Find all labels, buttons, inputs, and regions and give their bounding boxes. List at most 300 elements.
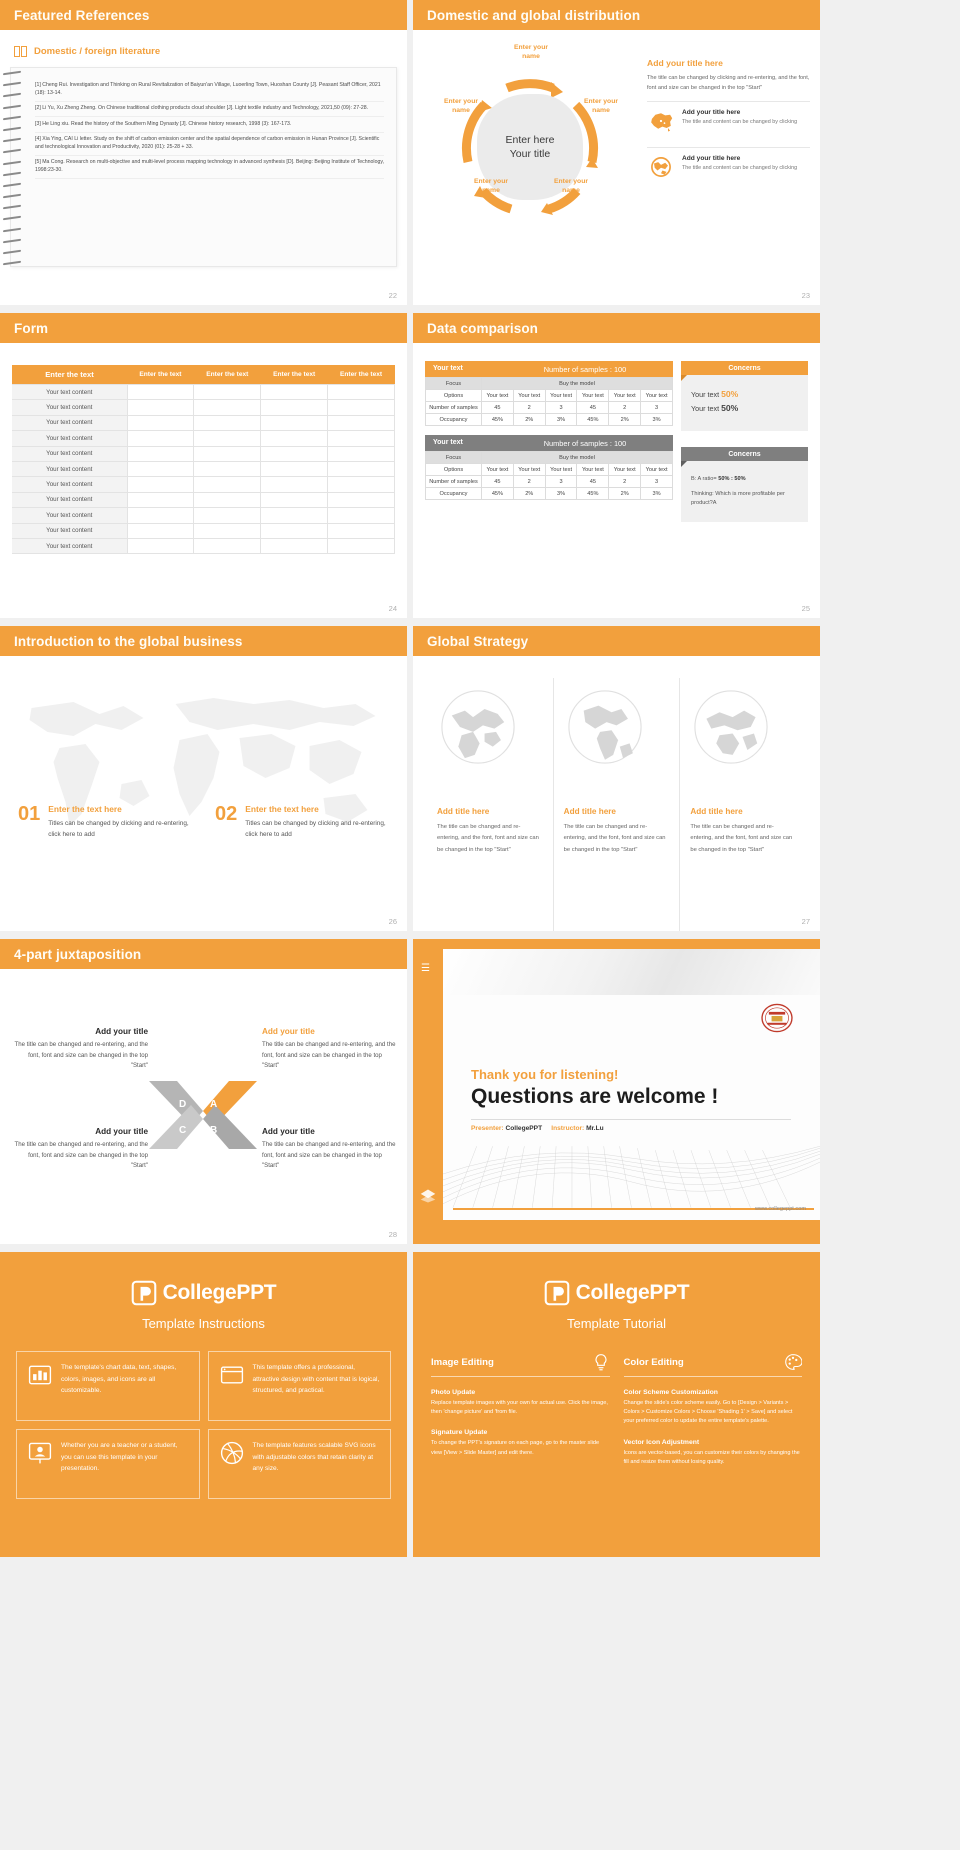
item-text: To change the PPT's signature on each page, go to the master slide view [View > Slide Master] and edit there. <box>431 1440 600 1456</box>
quadrant-title: Add your title <box>95 1127 148 1136</box>
block-header-left: Your text <box>425 435 497 451</box>
cell[interactable] <box>261 446 328 461</box>
concerns-box <box>681 447 808 522</box>
cell[interactable] <box>328 400 395 415</box>
list-item: [3] He Ling xiu. Read the history of the Southern Ming Dynasty [J]. Chinese history research, 1998 (3): 167-173. <box>35 121 384 133</box>
page-number: 25 <box>801 604 810 613</box>
card-text: Whether you are a teacher or a student, you can use this template in your presentation. <box>61 1442 178 1473</box>
tutorial-column <box>624 1353 803 1467</box>
focus-value: Buy the model <box>482 378 673 390</box>
quadrant-text: The title can be changed and re-entering, and the font, font and size can be changed in the top "Start" <box>14 1141 148 1170</box>
row-label: Options <box>426 390 482 402</box>
row-label: Your text content <box>12 400 127 415</box>
university-seal-icon <box>756 1001 798 1035</box>
row-label: Number of samples <box>426 402 482 414</box>
table-row <box>12 538 395 553</box>
list-item: [2] Li Yu, Xu Zheng Zheng. On Chinese traditional clothing products cloud shoulder [J]. Light textile industry and Technology, 2021,50 (09): 27-28. <box>35 105 384 117</box>
card-text: The template features scalable SVG icons with adjustable colors that retain clarity at any size. <box>252 1442 376 1473</box>
brand-name: CollegePPT <box>575 1281 690 1304</box>
brand-lockup <box>0 1252 407 1306</box>
presenter-icon <box>27 1440 53 1466</box>
cell[interactable] <box>127 492 194 507</box>
quadrant-text: The title can be changed and re-entering, and the font, font and size can be changed in the top "Start" <box>262 1041 396 1070</box>
list-item <box>431 1429 610 1457</box>
cell: 2 <box>513 476 545 488</box>
comparison-table <box>425 377 673 426</box>
quadrant-title: Add your title <box>262 1127 315 1136</box>
page-number: 24 <box>388 604 397 613</box>
layers-icon <box>419 1188 437 1204</box>
presenter-label: Presenter: <box>471 1125 504 1132</box>
reference-list <box>11 68 396 179</box>
cell[interactable] <box>127 415 194 430</box>
strategy-column <box>427 678 553 931</box>
list-item <box>16 1351 200 1421</box>
table-row <box>12 400 395 415</box>
cell: 2% <box>513 488 545 500</box>
column-header: Enter the text <box>261 365 328 385</box>
cell: 45% <box>577 414 609 426</box>
cell: 2 <box>609 476 641 488</box>
cell: 2 <box>609 402 641 414</box>
book-icon <box>14 46 28 57</box>
item-title: Vector Icon Adjustment <box>623 1438 700 1446</box>
item-text: Replace template images with your own for actual use. Click the image, then 'change picture' and 'from file. <box>431 1400 608 1416</box>
cell[interactable] <box>127 385 194 400</box>
cell: 45% <box>482 414 514 426</box>
cell[interactable] <box>261 461 328 476</box>
quadrant <box>262 1027 400 1072</box>
slide-thank-you <box>413 939 820 1244</box>
slide-4-part-juxtaposition <box>0 939 407 1244</box>
cell: 2% <box>609 414 641 426</box>
slide-subtitle: Template Instructions <box>142 1316 265 1331</box>
column-title: Add title here <box>437 807 490 816</box>
cell[interactable] <box>194 508 261 523</box>
item-number: 02 <box>215 803 238 825</box>
instructor-label: Instructor: <box>551 1125 585 1132</box>
hamburger-icon[interactable]: ☰ <box>421 963 430 974</box>
tutorial-columns <box>413 1331 820 1467</box>
divider <box>471 1119 791 1120</box>
focus-value: Buy the model <box>482 452 673 464</box>
item-text: Icons are vector-based, you can customize their colors by changing the fill and resize them without losing quality. <box>623 1449 800 1465</box>
cell[interactable] <box>127 431 194 446</box>
cell[interactable] <box>261 508 328 523</box>
quadrant-title: Add your title <box>262 1027 315 1036</box>
cell: 45 <box>577 402 609 414</box>
card-text: This template offers a professional, attractive design with content that is logical, structured, and practical. <box>252 1364 380 1395</box>
row-label: Your text content <box>12 431 127 446</box>
table-row <box>12 446 395 461</box>
cell[interactable] <box>194 461 261 476</box>
column-text: The title can be changed and re-entering, and the font, font and size can be changed in the top "Start" <box>563 824 666 853</box>
table-row <box>426 414 673 426</box>
bottom-accent-rule <box>453 1208 814 1210</box>
chart-data-icon <box>27 1362 53 1388</box>
cell: 3% <box>545 488 577 500</box>
circular-diagram <box>413 30 643 305</box>
website-url[interactable]: www.collegeppt.com <box>755 1206 806 1212</box>
comparison-table <box>425 451 673 500</box>
table-row <box>12 461 395 476</box>
table-row <box>12 415 395 430</box>
column-title: Add title here <box>690 807 743 816</box>
item-number: 01 <box>18 803 41 825</box>
slide-header-bar <box>0 313 407 343</box>
letter-A: A <box>210 1099 218 1110</box>
page-number: 26 <box>388 917 397 926</box>
column-header: Enter the text <box>328 365 395 385</box>
lightbulb-icon <box>592 1353 610 1371</box>
comparison-block <box>425 361 673 426</box>
cell: Your text <box>545 464 577 476</box>
list-item-text: The title and content can be changed by clicking <box>682 165 798 172</box>
cell: 3% <box>545 414 577 426</box>
ring-label-3[interactable]: Enter your name <box>554 178 588 194</box>
page-title: Domestic and global distribution <box>427 7 641 23</box>
cell[interactable] <box>328 461 395 476</box>
decorative-swoosh <box>443 949 820 995</box>
ratio-label: B: A ratio= <box>691 476 717 482</box>
table-row <box>12 385 395 400</box>
questions-text: Questions are welcome ! <box>471 1085 719 1108</box>
column-header <box>624 1353 803 1377</box>
cell[interactable] <box>194 415 261 430</box>
slide-header-bar <box>413 626 820 656</box>
cell: Your text <box>609 464 641 476</box>
block-header-left: Your text <box>425 361 497 377</box>
page-title: Form <box>14 320 49 336</box>
cell: 3 <box>545 402 577 414</box>
globe-asia-icon <box>690 686 772 768</box>
spiral-binding-icon <box>3 72 25 273</box>
letter-B: B <box>210 1125 218 1136</box>
cell[interactable] <box>194 431 261 446</box>
list-item <box>18 804 193 840</box>
slide-header-bar <box>0 626 407 656</box>
table-row <box>426 378 673 390</box>
slide-global-strategy <box>413 626 820 931</box>
instruction-cards <box>0 1331 407 1499</box>
section-heading-row <box>0 30 407 57</box>
center-line-2: Your title <box>509 148 551 160</box>
column-text: The title can be changed and re-entering, and the font, font and size can be changed in the top "Start" <box>690 824 793 853</box>
cell[interactable] <box>194 477 261 492</box>
list-item <box>208 1429 392 1499</box>
page-title: Global Strategy <box>427 633 529 649</box>
globe-eurasia-icon <box>437 686 519 768</box>
list-item <box>16 1429 200 1499</box>
cell[interactable] <box>194 446 261 461</box>
row-label: Your text content <box>12 523 127 538</box>
cell[interactable] <box>127 446 194 461</box>
cell: 45 <box>482 402 514 414</box>
column-header: Enter the text <box>127 365 194 385</box>
presenter-meta <box>471 1125 604 1132</box>
palette-icon <box>784 1353 802 1371</box>
strategy-column <box>553 678 680 931</box>
item-title: Signature Update <box>431 1429 488 1437</box>
cell[interactable] <box>261 523 328 538</box>
row-label: Occupancy <box>426 414 482 426</box>
row-label: Your text content <box>12 446 127 461</box>
cell[interactable] <box>127 461 194 476</box>
column-header: Enter the text <box>12 365 127 385</box>
cell: 3 <box>641 402 673 414</box>
block-header-right: Number of samples : 100 <box>497 361 673 377</box>
cell[interactable] <box>127 523 194 538</box>
column-title: Add title here <box>563 807 616 816</box>
concern-line-text: Your text <box>691 390 722 399</box>
cell: Your text <box>545 390 577 402</box>
concerns-header: Concerns <box>681 447 808 461</box>
concern-line-pct: 50% <box>721 403 739 413</box>
item-text: Titles can be changed by clicking and re-entering, click here to add <box>245 820 386 839</box>
page-title: Data comparison <box>427 320 539 336</box>
cell[interactable] <box>194 523 261 538</box>
concern-line <box>691 403 798 413</box>
cell: 3 <box>545 476 577 488</box>
table-row <box>12 477 395 492</box>
item-text: Titles can be changed by clicking and re-entering, click here to add <box>48 820 189 839</box>
cell: Your text <box>513 390 545 402</box>
numbered-items <box>18 804 390 840</box>
china-map-icon <box>647 109 675 133</box>
window-icon <box>219 1362 245 1388</box>
cell[interactable] <box>194 385 261 400</box>
slide-domestic-global-distribution <box>413 0 820 305</box>
cell[interactable] <box>261 400 328 415</box>
concern-line <box>691 389 798 399</box>
brand-name: CollegePPT <box>162 1281 277 1304</box>
list-item <box>647 147 810 185</box>
row-label: Your text content <box>12 508 127 523</box>
slide-subtitle: Template Tutorial <box>567 1316 666 1331</box>
cell[interactable] <box>328 492 395 507</box>
page-number: 23 <box>801 291 810 300</box>
slide-header-bar <box>413 0 820 30</box>
brand-lockup <box>413 1252 820 1306</box>
concern-line-pct: 50% <box>721 389 739 399</box>
cell: Your text <box>513 464 545 476</box>
cell: 2% <box>609 488 641 500</box>
concerns-box <box>681 361 808 431</box>
thank-you-text: Thank you for listening! <box>471 1067 619 1082</box>
row-label: Your text content <box>12 477 127 492</box>
cell[interactable] <box>127 477 194 492</box>
row-label: Options <box>426 464 482 476</box>
instructor-value: Mr.Lu <box>586 1125 604 1132</box>
collegeppt-logo-icon <box>544 1280 570 1306</box>
slide-featured-references <box>0 0 407 305</box>
list-item <box>431 1389 610 1417</box>
ring-label-4[interactable]: Enter your name <box>474 178 508 194</box>
wireframe-mesh-icon <box>443 1138 820 1208</box>
cell: 3% <box>641 488 673 500</box>
table-row <box>12 492 395 507</box>
cell: 3% <box>641 414 673 426</box>
cell: Your text <box>577 390 609 402</box>
cell[interactable] <box>328 538 395 553</box>
table-header-row <box>12 365 395 385</box>
focus-label: Focus <box>426 378 482 390</box>
table-row <box>426 402 673 414</box>
concern-line-text: Your text <box>691 404 722 413</box>
item-title: Enter the text here <box>48 804 122 814</box>
list-item <box>208 1351 392 1421</box>
cell: 2 <box>513 402 545 414</box>
cell[interactable] <box>261 385 328 400</box>
cell: 45% <box>577 488 609 500</box>
collegeppt-logo-icon <box>131 1280 157 1306</box>
x-shape-diagram-icon <box>147 1077 259 1153</box>
table-row <box>426 452 673 464</box>
table-row <box>12 523 395 538</box>
ratio-value: 50% : 50% <box>718 476 746 482</box>
right-info-panel <box>643 30 820 305</box>
cell: Your text <box>482 390 514 402</box>
cell[interactable] <box>328 508 395 523</box>
table-row <box>12 508 395 523</box>
cell: 2% <box>513 414 545 426</box>
card-text: The template's chart data, text, shapes, colors, images, and icons are all customizable. <box>61 1364 177 1395</box>
list-item <box>624 1439 803 1467</box>
slide-form <box>0 313 407 618</box>
cell: Your text <box>482 464 514 476</box>
block-header-right: Number of samples : 100 <box>497 435 673 451</box>
tutorial-column <box>431 1353 610 1467</box>
cell[interactable] <box>328 523 395 538</box>
row-label: Your text content <box>12 415 127 430</box>
block-header <box>425 361 673 377</box>
row-label: Your text content <box>12 492 127 507</box>
concerns-body <box>681 461 808 522</box>
list-item: [1] Cheng Rui. Investigation and Thinking on Rural Revitalization of Baiyun'an Village, Luoerling Town, Huoshan County [J]. Peasant Staff Officer, 2021 (18): 13-14. <box>35 82 384 102</box>
focus-label: Focus <box>426 452 482 464</box>
panel-body: The title can be changed by clicking and re-entering, and the font, font and size can be changed in the top "Start" <box>647 75 810 92</box>
cell[interactable] <box>194 400 261 415</box>
slide-template-instructions <box>0 1252 407 1557</box>
cell[interactable] <box>127 400 194 415</box>
table-row <box>426 464 673 476</box>
row-label: Number of samples <box>426 476 482 488</box>
cell[interactable] <box>127 538 194 553</box>
list-item-title: Add your title here <box>682 155 741 163</box>
slide-header-bar <box>0 939 407 969</box>
presenter-value: CollegePPT <box>505 1125 543 1132</box>
dribbble-icon <box>219 1440 245 1466</box>
form-table <box>12 365 395 554</box>
cell[interactable] <box>328 431 395 446</box>
thank-you-canvas <box>443 949 820 1220</box>
globe-icon <box>647 155 675 179</box>
table-row <box>426 488 673 500</box>
slide-header-bar <box>0 0 407 30</box>
block-header <box>425 435 673 451</box>
panel-title: Add your title here <box>647 58 723 68</box>
table-row <box>426 476 673 488</box>
quadrant-title: Add your title <box>95 1027 148 1036</box>
item-text: Change the slide's color scheme easily. Go to [Design > Variants > Colors > Customize Colors > Choose 'Shading 1' > Save] and select your preferred color to update the entire template's palette. <box>623 1400 793 1425</box>
item-title: Color Scheme Customization <box>623 1389 718 1396</box>
quadrant <box>262 1127 400 1172</box>
page-title: 4-part juxtaposition <box>14 946 142 962</box>
row-label: Your text content <box>12 538 127 553</box>
quadrant-text: The title can be changed and re-entering, and the font, font and size can be changed in the top "Start" <box>14 1041 148 1070</box>
cell[interactable] <box>194 538 261 553</box>
cell: 45 <box>482 476 514 488</box>
list-item: [5] Ma Cong. Research on multi-objective and multi-level process mapping technology in advanced synthesis [D]. Beijing: Beijing Institute of Technology, 1998:23-30. <box>35 159 384 179</box>
cell: 45% <box>482 488 514 500</box>
ratio-line <box>691 475 798 484</box>
cell[interactable] <box>261 492 328 507</box>
cell[interactable] <box>261 431 328 446</box>
cell[interactable] <box>261 477 328 492</box>
item-title: Photo Update <box>431 1389 476 1396</box>
form-table-body <box>12 385 395 554</box>
list-item <box>624 1389 803 1427</box>
cell[interactable] <box>127 508 194 523</box>
cell[interactable] <box>261 415 328 430</box>
concerns-header: Concerns <box>681 361 808 375</box>
cell: Your text <box>577 464 609 476</box>
center-line-1: Enter here <box>505 133 555 146</box>
slide-global-business-intro <box>0 626 407 931</box>
letter-C: C <box>179 1125 187 1136</box>
page-title: Introduction to the global business <box>14 633 243 649</box>
concern-note: Thinking: Which is more profitable per product?A <box>691 490 785 506</box>
cell[interactable] <box>261 538 328 553</box>
globe-americas-icon <box>564 686 646 768</box>
column-title: Color Editing <box>623 1356 684 1368</box>
page-number: 27 <box>801 917 810 926</box>
item-title: Enter the text here <box>245 804 319 814</box>
quadrant-text: The title can be changed and re-entering, and the font, font and size can be changed in the top "Start" <box>262 1141 396 1170</box>
ring-label-5[interactable]: Enter your name <box>444 98 478 114</box>
cell: Your text <box>609 390 641 402</box>
slide-header-bar <box>413 313 820 343</box>
cell[interactable] <box>328 477 395 492</box>
letter-D: D <box>179 1099 187 1110</box>
list-item-title: Add your title here <box>682 109 741 117</box>
cell: Your text <box>641 390 673 402</box>
table-row <box>12 431 395 446</box>
column-text: The title can be changed and re-entering, and the font, font and size can be changed in the top "Start" <box>437 824 539 853</box>
ring-label-1[interactable]: Enter your name <box>514 44 548 60</box>
page-title: Featured References <box>14 7 150 23</box>
column-title: Image Editing <box>431 1356 494 1368</box>
column-header <box>431 1353 610 1377</box>
cell[interactable] <box>328 446 395 461</box>
list-item <box>647 101 810 139</box>
concerns-body <box>681 375 808 431</box>
strategy-column <box>679 678 806 931</box>
page-number: 28 <box>388 1230 397 1239</box>
cell: Your text <box>641 464 673 476</box>
cell[interactable] <box>194 492 261 507</box>
list-item <box>215 804 390 840</box>
list-item: [4] Xia Ying, CAI Li letter. Study on the shift of carbon emission center and the spatial dependence of carbon emission in Hunan Province [J]. Scientific and technological Innovation and Productivity, 2020 (01): 25-28 + 33. <box>35 136 384 156</box>
section-heading: Domestic / foreign literature <box>34 46 161 57</box>
comparison-block <box>425 435 673 500</box>
row-label: Your text content <box>12 385 127 400</box>
cell[interactable] <box>328 385 395 400</box>
ring-label-2[interactable]: Enter your name <box>584 98 618 114</box>
cell[interactable] <box>328 415 395 430</box>
reference-paper <box>10 67 397 267</box>
row-label: Occupancy <box>426 488 482 500</box>
